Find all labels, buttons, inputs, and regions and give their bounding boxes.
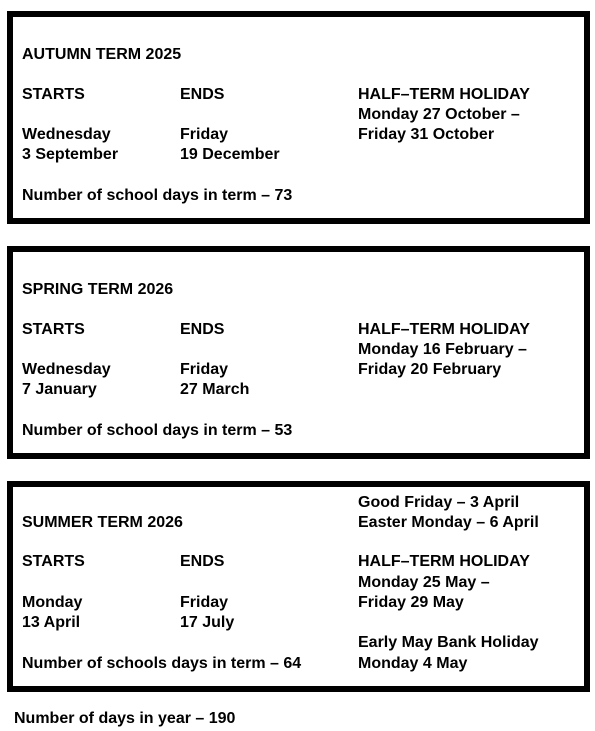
easter-monday: Easter Monday – 6 April <box>358 514 539 531</box>
starts-label: STARTS <box>22 86 85 103</box>
end-day: Friday <box>180 361 229 378</box>
half-term-start: Monday 16 February – <box>358 341 527 358</box>
start-day: Wednesday <box>22 361 111 378</box>
good-friday: Good Friday – 3 April <box>358 494 520 511</box>
school-days-count: Number of school days in term – 53 <box>22 422 293 439</box>
spring-term-box <box>7 246 590 459</box>
half-term-start: Monday 27 October – <box>358 106 520 123</box>
half-term-label: HALF–TERM HOLIDAY <box>358 86 530 103</box>
end-date: 27 March <box>180 381 250 398</box>
term-title: AUTUMN TERM 2025 <box>22 46 182 63</box>
bank-holiday-label: Early May Bank Holiday <box>358 634 539 651</box>
ends-label: ENDS <box>180 86 225 103</box>
school-days-count: Number of school days in term – 73 <box>22 187 293 204</box>
half-term-end: Friday 20 February <box>358 361 502 378</box>
start-day: Monday <box>22 594 83 611</box>
start-date: 3 September <box>22 146 119 163</box>
year-total-days: Number of days in year – 190 <box>14 710 236 727</box>
half-term-end: Friday 29 May <box>358 594 464 611</box>
term-title: SUMMER TERM 2026 <box>22 514 183 531</box>
half-term-start: Monday 25 May – <box>358 574 490 591</box>
half-term-end: Friday 31 October <box>358 126 495 143</box>
end-day: Friday <box>180 126 229 143</box>
end-day: Friday <box>180 594 229 611</box>
end-date: 17 July <box>180 614 235 631</box>
start-date: 13 April <box>22 614 81 631</box>
start-day: Wednesday <box>22 126 111 143</box>
ends-label: ENDS <box>180 553 225 570</box>
half-term-label: HALF–TERM HOLIDAY <box>358 553 530 570</box>
bank-holiday-date: Monday 4 May <box>358 655 468 672</box>
autumn-term-box <box>7 11 590 224</box>
summer-term-box <box>7 481 590 692</box>
ends-label: ENDS <box>180 321 225 338</box>
term-title: SPRING TERM 2026 <box>22 281 174 298</box>
starts-label: STARTS <box>22 553 85 570</box>
starts-label: STARTS <box>22 321 85 338</box>
end-date: 19 December <box>180 146 280 163</box>
school-days-count: Number of schools days in term – 64 <box>22 655 302 672</box>
half-term-label: HALF–TERM HOLIDAY <box>358 321 530 338</box>
start-date: 7 January <box>22 381 97 398</box>
